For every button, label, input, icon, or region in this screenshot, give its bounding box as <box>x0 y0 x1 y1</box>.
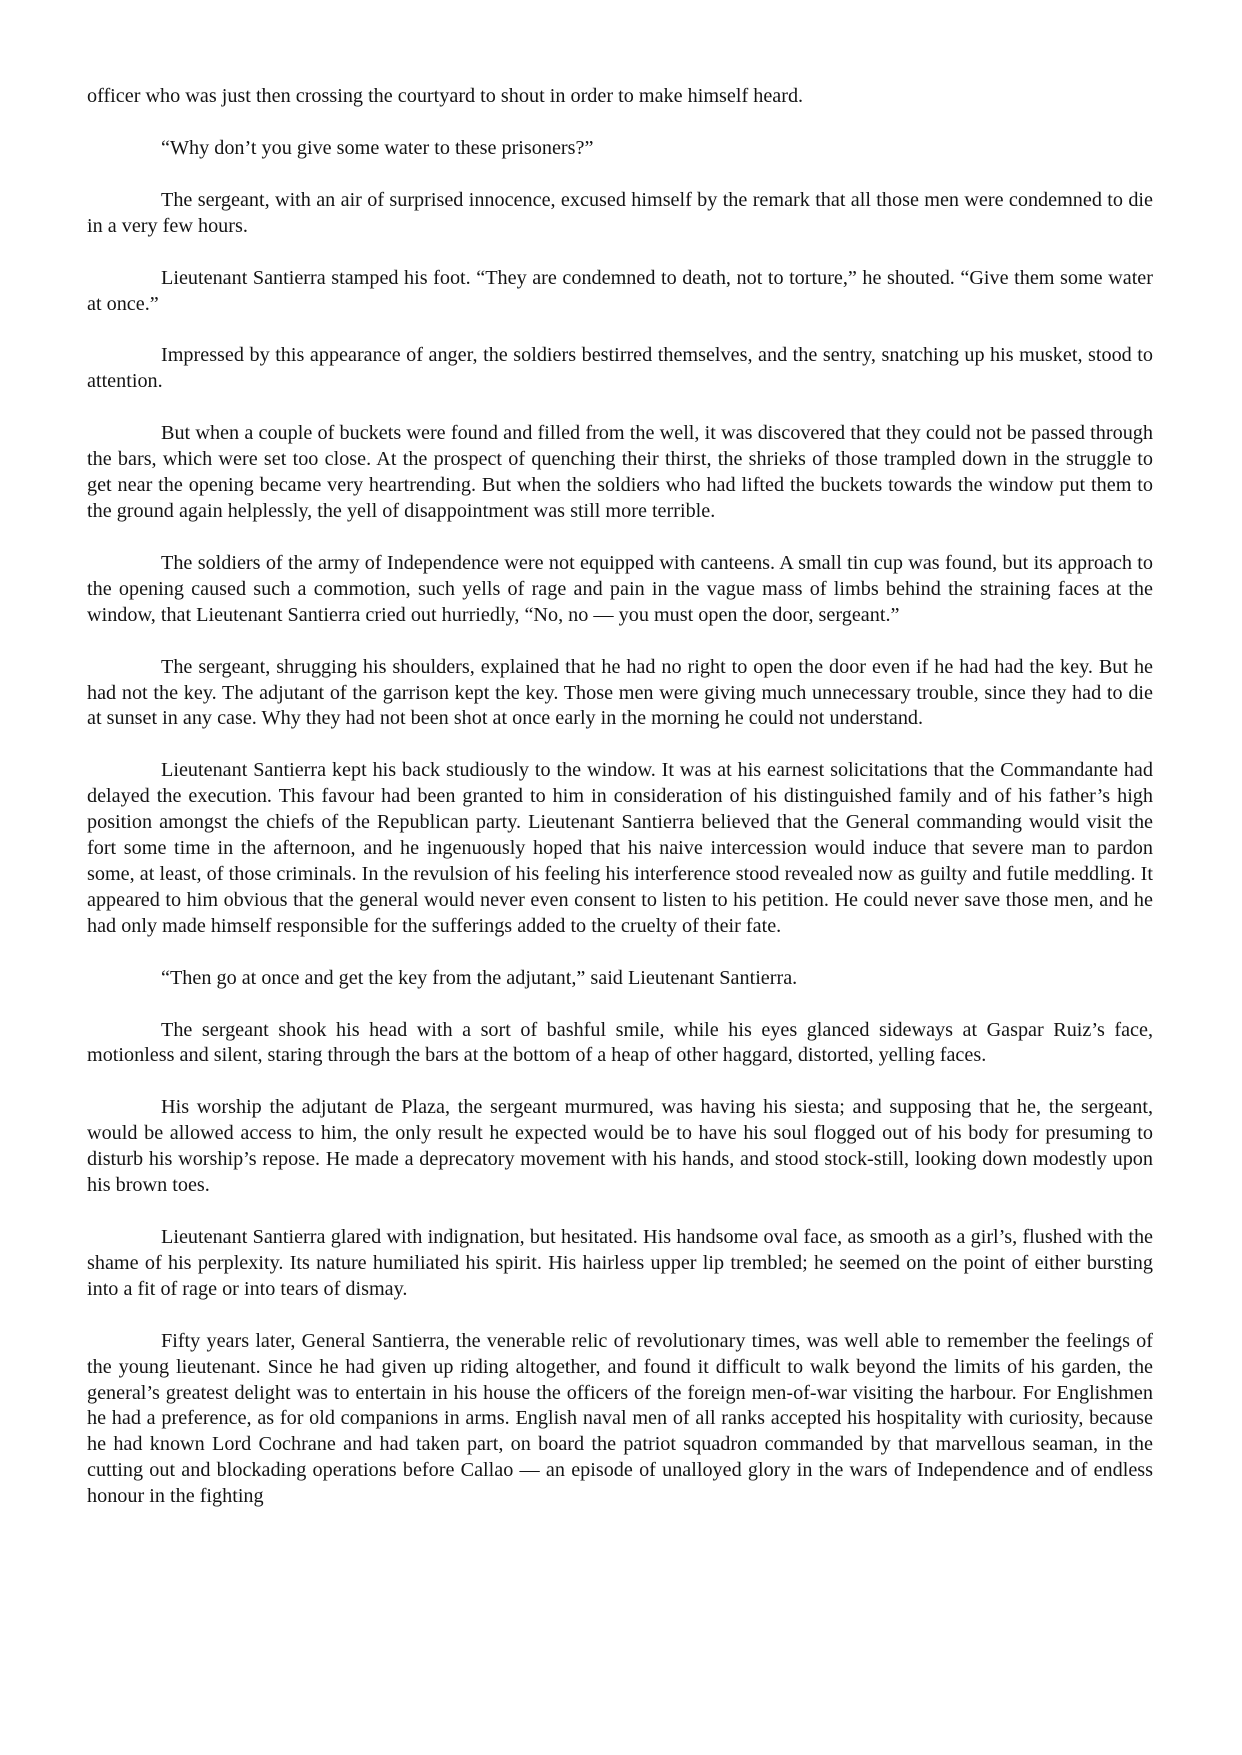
paragraph-13: Lieutenant Santierra glared with indignation, but hesitated. His handsome oval face, as smooth as a girl’s, flushed with the shame of his perplexity. Its nature humiliated his spirit. His hairless upper lip trembled; he seemed on the point of either bursting into a fit of rage or into tears of dismay. <box>87 1226 1153 1300</box>
paragraph-1: officer who was just then crossing the courtyard to shout in order to make himself heard. <box>87 85 804 107</box>
paragraph-12: His worship the adjutant de Plaza, the sergeant murmured, was having his siesta; and supposing that he, the sergeant, would be allowed access to him, the only result he expected would be to have his soul flogged out of his body for presuming to disturb his worship’s repose. He made a deprecatory movement with his hands, and stood stock-still, looking down modestly upon his brown toes. <box>87 1096 1153 1197</box>
paragraph-6: But when a couple of buckets were found and filled from the well, it was discovered that they could not be passed through the bars, which were set too close. At the prospect of quenching their thirst, the shrieks of those trampled down in the struggle to get near the opening became very heartrending. But when the soldiers who had lifted the buckets towards the window put them to the ground again helplessly, the yell of disappointment was still more terrible. <box>87 422 1153 522</box>
paragraph-5: Impressed by this appearance of anger, the soldiers bestirred themselves, and the sentry, snatching up his musket, stood to attention. <box>87 344 1153 393</box>
paragraph-7: The soldiers of the army of Independence were not equipped with canteens. A small tin cup was found, but its approach to the opening caused such a commotion, such yells of rage and pain in the vague mass of limbs behind the straining faces at the window, that Lieutenant Santierra cried out hurriedly, “No, no — you must open the door, sergeant.” <box>87 551 1153 626</box>
paragraph-8: The sergeant, shrugging his shoulders, explained that he had no right to open the door even if he had had the key. But he had not the key. The adjutant of the garrison kept the key. Those men were giving much unnecessary trouble, since they had to die at sunset in any case. Why they had not been shot at once early in the morning he could not understand. <box>87 655 1153 730</box>
paragraph-9: Lieutenant Santierra kept his back studiously to the window. It was at his earnest solicitations that the Commandante had delayed the execution. This favour had been granted to him in consideration of his distinguished family and of his father’s high position amongst the chiefs of the Republican party. Lieutenant Santierra believed that the General commanding would visit the fort some time in the afternoon, and he ingenuously hoped that his naive intercession would induce that severe man to pardon some, at least, of those criminals. In the revulsion of his feeling his interference stood revealed now as guilty and futile meddling. It appeared to him obvious that the general would never even consent to listen to his petition. He could never save those men, and he had only made himself responsible for the sufferings added to the cruelty of their fate. <box>87 759 1153 937</box>
paragraph-3: The sergeant, with an air of surprised innocence, excused himself by the remark that all those men were condemned to die in a very few hours. <box>87 188 1153 237</box>
paragraph-11: The sergeant shook his head with a sort of bashful smile, while his eyes glanced sideways at Gaspar Ruiz’s face, motionless and silent, staring through the bars at the bottom of a heap of other haggard, distorted, yelling faces. <box>87 1018 1153 1067</box>
paragraph-2: “Why don’t you give some water to these prisoners?” <box>161 136 594 159</box>
paragraph-14: Fifty years later, General Santierra, the venerable relic of revolutionary times, was well able to remember the feelings of the young lieutenant. Since he had given up riding altogether, and found it difficult to walk beyond the limits of his garden, the general’s greatest delight was to entertain in his house the officers of the foreign men-of-war visiting the harbour. For Englishmen he had a preference, as for old companions in arms. English naval men of all ranks accepted his hospitality with curiosity, because he had known Lord Cochrane and had taken part, on board the patriot squadron commanded by that marvellous seaman, in the cutting out and blockading operations before Callao — an episode of unalloyed glory in the wars of Independence and of endless honour in the fighting <box>87 1329 1153 1508</box>
document-page <box>87 84 1153 1510</box>
paragraph-10: “Then go at once and get the key from the adjutant,” said Lieutenant Santierra. <box>161 966 798 989</box>
paragraph-4: Lieutenant Santierra stamped his foot. “They are condemned to death, not to torture,” he shouted. “Give them some water at once.” <box>87 266 1153 315</box>
